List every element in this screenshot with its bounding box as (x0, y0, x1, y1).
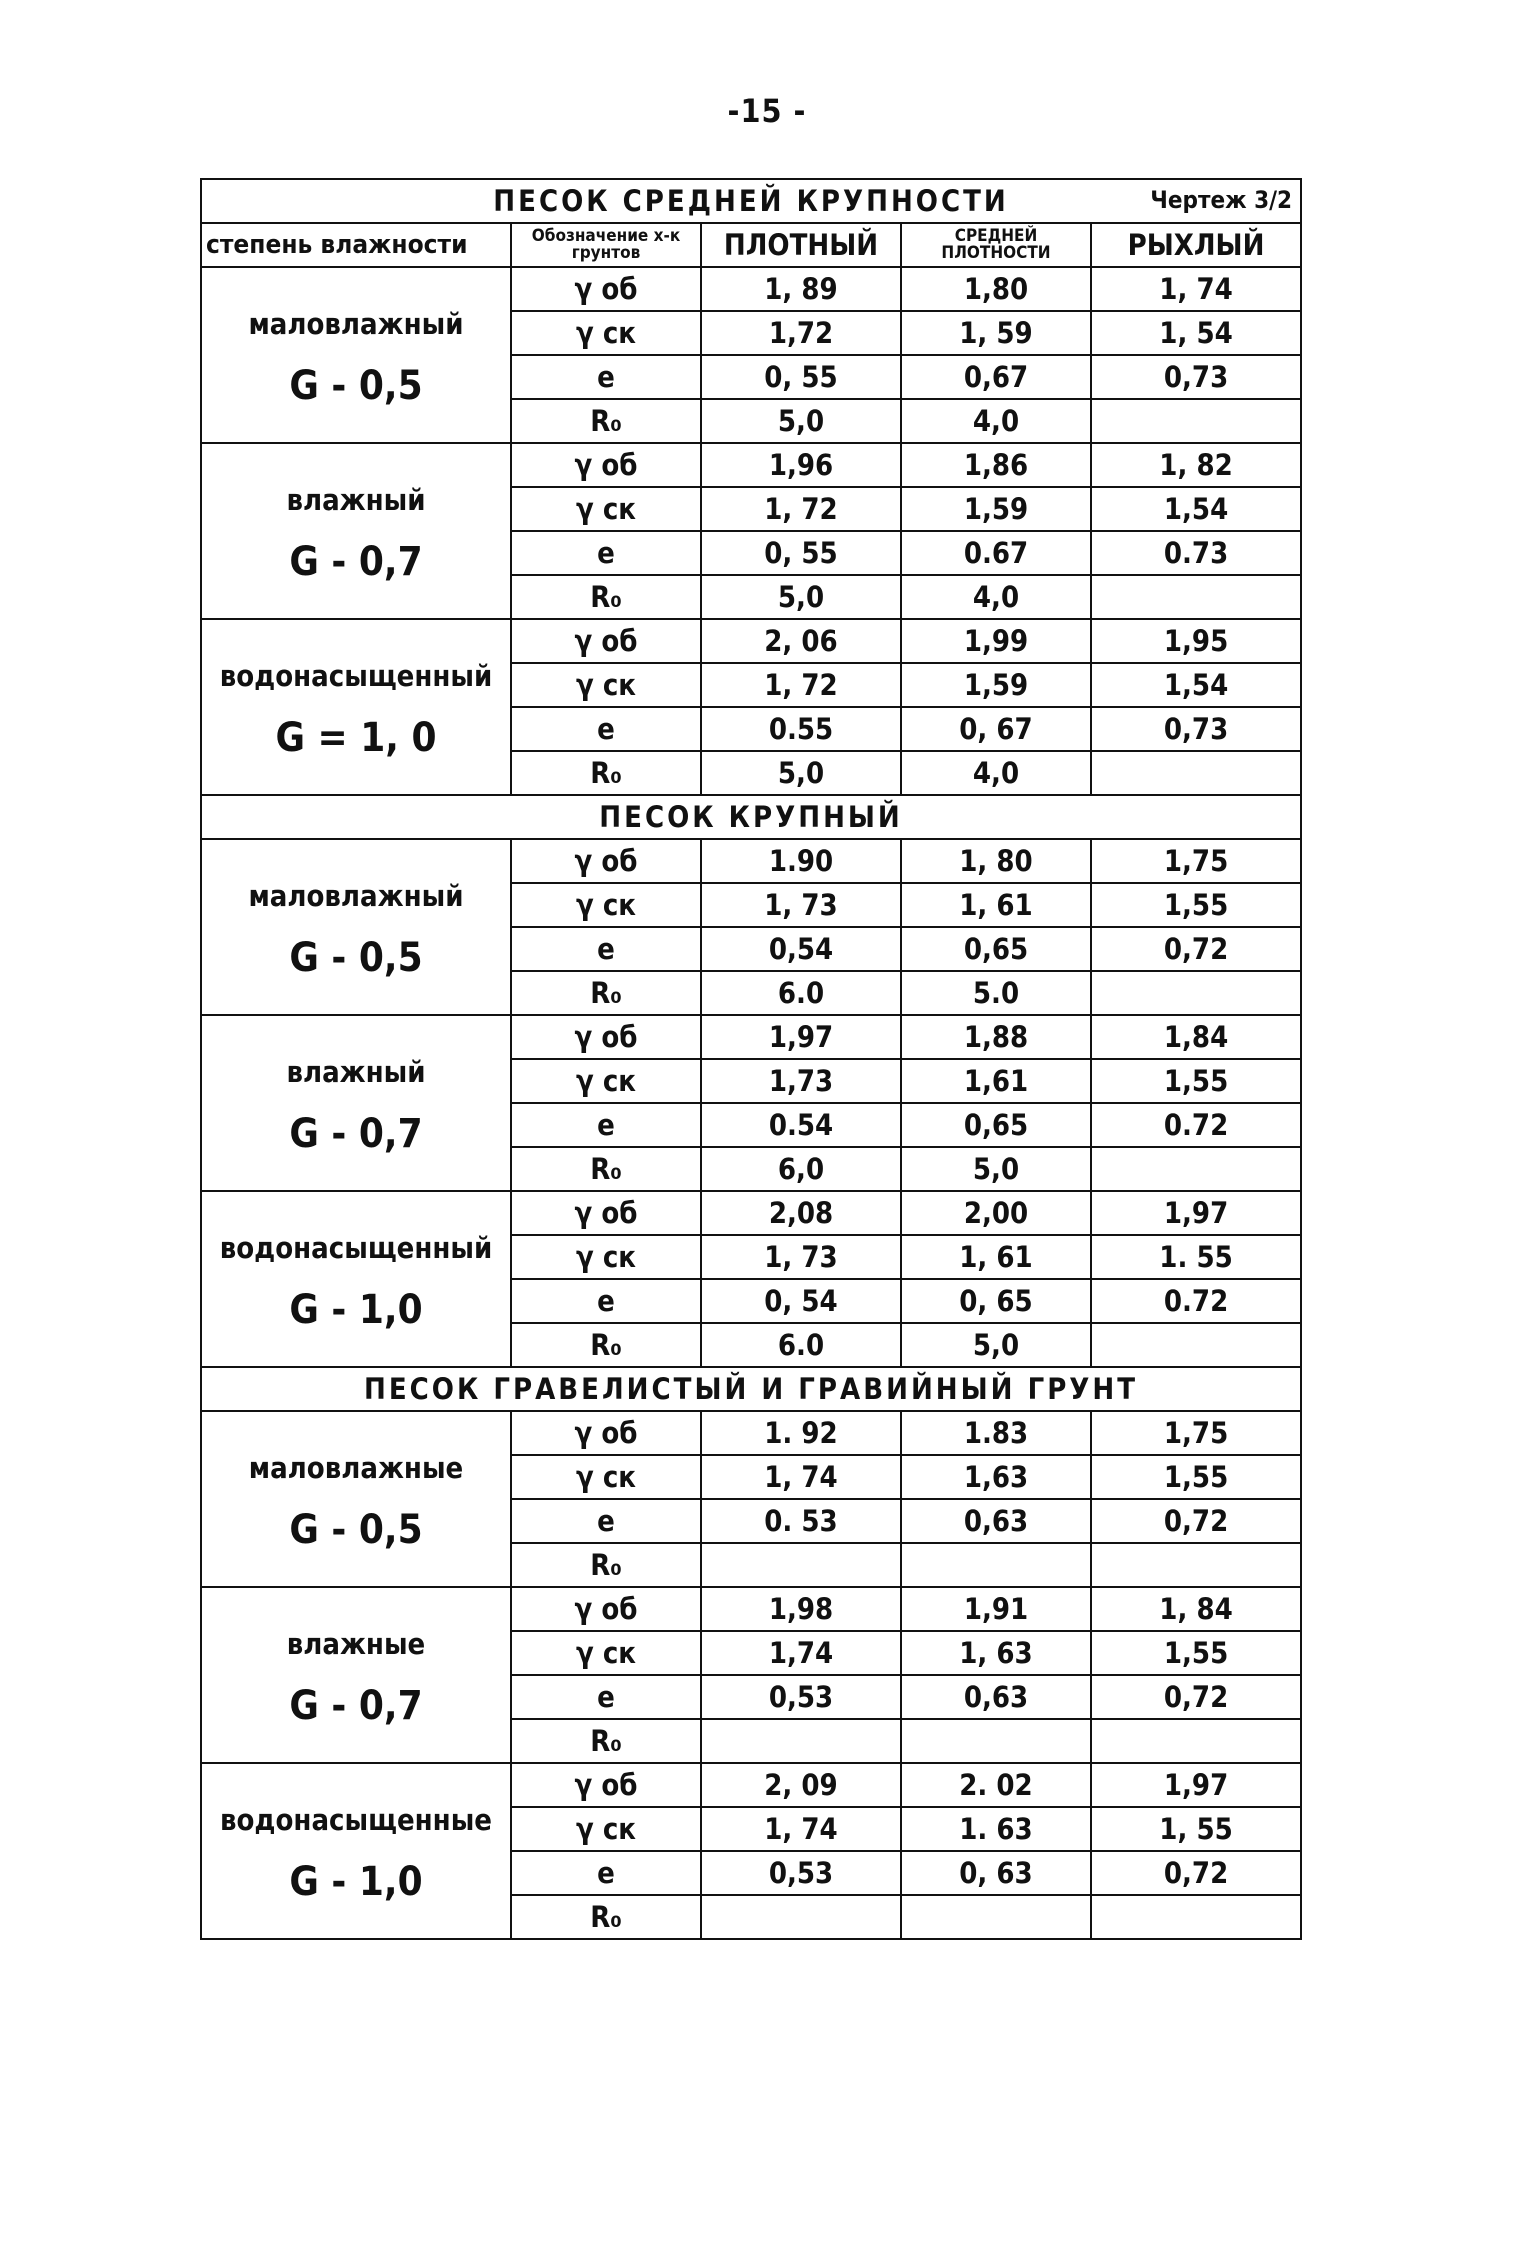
property-symbol: γ ск (511, 1807, 701, 1851)
property-symbol: γ об (511, 1191, 701, 1235)
header-moisture: степень влажности (201, 223, 511, 267)
value-dense: 0, 54 (701, 1279, 901, 1323)
property-symbol: γ ск (511, 883, 701, 927)
moisture-group (201, 1015, 511, 1191)
property-symbol: e (511, 1103, 701, 1147)
value-medium: 5,0 (901, 1323, 1091, 1367)
section-title: ПЕСОК ГРАВЕЛИСТЫЙ И ГРАВИЙНЫЙ ГРУНТ (201, 1367, 1301, 1411)
header-dense: ПЛОТНЫЙ (701, 223, 901, 267)
property-symbol: γ об (511, 267, 701, 311)
value-dense (701, 1719, 901, 1763)
value-loose: 0.72 (1091, 1103, 1301, 1147)
value-dense: 2, 09 (701, 1763, 901, 1807)
property-symbol: γ об (511, 443, 701, 487)
saturation-degree: G - 0,7 (289, 539, 423, 585)
value-dense: 1.90 (701, 839, 901, 883)
table-row (201, 1411, 1301, 1455)
value-dense: 1,98 (701, 1587, 901, 1631)
value-loose: 0,72 (1091, 927, 1301, 971)
property-symbol: R₀ (511, 751, 701, 795)
table-row (201, 1763, 1301, 1807)
value-dense: 1, 72 (701, 487, 901, 531)
value-loose: 1,54 (1091, 663, 1301, 707)
value-medium: 5,0 (901, 1147, 1091, 1191)
property-symbol: R₀ (511, 971, 701, 1015)
value-loose (1091, 1543, 1301, 1587)
value-dense: 1,73 (701, 1059, 901, 1103)
value-medium: 1, 61 (901, 1235, 1091, 1279)
saturation-degree: G - 1,0 (289, 1859, 423, 1905)
value-dense: 1, 74 (701, 1455, 901, 1499)
section-title-row (201, 795, 1301, 839)
value-loose: 0.73 (1091, 531, 1301, 575)
section-title-row (201, 179, 1301, 223)
value-medium: 0,63 (901, 1499, 1091, 1543)
value-dense: 0,53 (701, 1675, 901, 1719)
value-loose: 1,95 (1091, 619, 1301, 663)
value-dense: 0,53 (701, 1851, 901, 1895)
value-loose (1091, 399, 1301, 443)
property-symbol: e (511, 1499, 701, 1543)
property-symbol: R₀ (511, 1323, 701, 1367)
section-title (201, 179, 1301, 223)
value-loose: 1,75 (1091, 839, 1301, 883)
value-loose (1091, 1719, 1301, 1763)
value-dense: 5,0 (701, 575, 901, 619)
saturation-degree: G - 0,5 (289, 363, 423, 409)
value-medium: 0,63 (901, 1675, 1091, 1719)
moisture-group (201, 443, 511, 619)
value-medium: 5.0 (901, 971, 1091, 1015)
value-loose: 0.72 (1091, 1279, 1301, 1323)
property-symbol: e (511, 1851, 701, 1895)
property-symbol: R₀ (511, 575, 701, 619)
value-dense: 0. 53 (701, 1499, 901, 1543)
value-loose: 0,72 (1091, 1499, 1301, 1543)
saturation-degree: G = 1, 0 (275, 715, 437, 761)
value-medium: 1,91 (901, 1587, 1091, 1631)
value-medium: 1, 59 (901, 311, 1091, 355)
moisture-group (201, 267, 511, 443)
soil-properties-table (200, 178, 1302, 1940)
value-dense (701, 1895, 901, 1939)
value-dense: 6,0 (701, 1147, 901, 1191)
property-symbol: γ ск (511, 1455, 701, 1499)
value-medium: 1,63 (901, 1455, 1091, 1499)
value-medium: 0,65 (901, 1103, 1091, 1147)
value-medium: 1,61 (901, 1059, 1091, 1103)
value-dense: 1, 73 (701, 883, 901, 927)
value-medium: 4,0 (901, 575, 1091, 619)
value-loose: 1,55 (1091, 1059, 1301, 1103)
table-row (201, 267, 1301, 311)
value-dense: 0.55 (701, 707, 901, 751)
property-symbol: R₀ (511, 1543, 701, 1587)
value-loose: 1, 82 (1091, 443, 1301, 487)
value-loose: 1,97 (1091, 1191, 1301, 1235)
value-loose: 1,55 (1091, 1631, 1301, 1675)
moisture-name: маловлажные (248, 1451, 464, 1485)
value-loose: 1,84 (1091, 1015, 1301, 1059)
property-symbol: R₀ (511, 1719, 701, 1763)
header-medium: СРЕДНЕЙ ПЛОТНОСТИ (901, 223, 1091, 267)
saturation-degree: G - 0,7 (289, 1111, 423, 1157)
value-dense: 0.54 (701, 1103, 901, 1147)
value-medium: 0.67 (901, 531, 1091, 575)
value-dense: 1, 73 (701, 1235, 901, 1279)
value-medium: 2,00 (901, 1191, 1091, 1235)
value-dense: 0, 55 (701, 531, 901, 575)
moisture-name: водонасыщенные (219, 1803, 492, 1837)
value-medium: 4,0 (901, 399, 1091, 443)
table-row (201, 619, 1301, 663)
moisture-group (201, 1191, 511, 1367)
moisture-name: влажный (286, 483, 426, 517)
value-dense: 1,96 (701, 443, 901, 487)
value-loose: 0,73 (1091, 355, 1301, 399)
value-dense: 1,72 (701, 311, 901, 355)
page-number: -15 - (727, 92, 807, 130)
value-medium: 0,67 (901, 355, 1091, 399)
property-symbol: R₀ (511, 1147, 701, 1191)
value-loose: 1, 74 (1091, 267, 1301, 311)
value-medium: 1, 80 (901, 839, 1091, 883)
property-symbol: γ об (511, 839, 701, 883)
property-symbol: R₀ (511, 1895, 701, 1939)
value-medium (901, 1543, 1091, 1587)
property-symbol: e (511, 1675, 701, 1719)
moisture-name: водонасыщенный (219, 659, 493, 693)
property-symbol: γ ск (511, 311, 701, 355)
value-dense: 0, 55 (701, 355, 901, 399)
section-title-row (201, 1367, 1301, 1411)
value-medium: 1.83 (901, 1411, 1091, 1455)
table-row (201, 443, 1301, 487)
value-dense: 5,0 (701, 751, 901, 795)
value-medium: 1, 61 (901, 883, 1091, 927)
value-loose (1091, 1895, 1301, 1939)
value-loose (1091, 1147, 1301, 1191)
moisture-name: влажные (286, 1627, 426, 1661)
header-loose: РЫХЛЫЙ (1091, 223, 1301, 267)
table-row (201, 1191, 1301, 1235)
table-row (201, 839, 1301, 883)
value-dense: 6.0 (701, 1323, 901, 1367)
value-loose: 1,55 (1091, 1455, 1301, 1499)
value-dense: 1, 74 (701, 1807, 901, 1851)
property-symbol: R₀ (511, 399, 701, 443)
value-loose: 0,73 (1091, 707, 1301, 751)
value-loose: 1,97 (1091, 1763, 1301, 1807)
property-symbol: γ об (511, 1587, 701, 1631)
property-symbol: γ ск (511, 1059, 701, 1103)
value-dense: 1, 89 (701, 267, 901, 311)
value-loose: 1, 84 (1091, 1587, 1301, 1631)
value-loose: 1, 54 (1091, 311, 1301, 355)
property-symbol: γ об (511, 619, 701, 663)
value-medium: 0, 67 (901, 707, 1091, 751)
value-dense: 5,0 (701, 399, 901, 443)
value-medium: 1,59 (901, 487, 1091, 531)
value-dense: 2, 06 (701, 619, 901, 663)
value-loose: 1,75 (1091, 1411, 1301, 1455)
property-symbol: e (511, 355, 701, 399)
property-symbol: γ ск (511, 663, 701, 707)
value-loose: 1, 55 (1091, 1807, 1301, 1851)
property-symbol: γ об (511, 1411, 701, 1455)
property-symbol: γ об (511, 1763, 701, 1807)
saturation-degree: G - 0,7 (289, 1683, 423, 1729)
value-medium: 1. 63 (901, 1807, 1091, 1851)
property-symbol: γ ск (511, 1631, 701, 1675)
moisture-group (201, 1763, 511, 1939)
value-loose (1091, 1323, 1301, 1367)
value-loose (1091, 971, 1301, 1015)
header-row (201, 223, 1301, 267)
moisture-group (201, 1587, 511, 1763)
value-medium: 0, 63 (901, 1851, 1091, 1895)
property-symbol: e (511, 531, 701, 575)
value-dense: 0,54 (701, 927, 901, 971)
saturation-degree: G - 0,5 (289, 935, 423, 981)
value-medium: 4,0 (901, 751, 1091, 795)
moisture-name: водонасыщенный (219, 1231, 493, 1265)
value-dense: 1,97 (701, 1015, 901, 1059)
value-medium: 1,86 (901, 443, 1091, 487)
value-loose: 0,72 (1091, 1675, 1301, 1719)
value-loose (1091, 575, 1301, 619)
property-symbol: γ об (511, 1015, 701, 1059)
property-symbol: e (511, 927, 701, 971)
property-symbol: e (511, 1279, 701, 1323)
value-dense: 1. 92 (701, 1411, 901, 1455)
moisture-name: маловлажный (248, 879, 464, 913)
moisture-name: влажный (286, 1055, 426, 1089)
value-dense: 1, 72 (701, 663, 901, 707)
value-medium (901, 1895, 1091, 1939)
value-medium: 1,88 (901, 1015, 1091, 1059)
value-medium: 0,65 (901, 927, 1091, 971)
saturation-degree: G - 1,0 (289, 1287, 423, 1333)
value-dense: 1,74 (701, 1631, 901, 1675)
value-loose: 1,55 (1091, 883, 1301, 927)
value-medium: 1,99 (901, 619, 1091, 663)
property-symbol: e (511, 707, 701, 751)
value-medium: 1, 63 (901, 1631, 1091, 1675)
value-loose: 0,72 (1091, 1851, 1301, 1895)
value-medium: 2. 02 (901, 1763, 1091, 1807)
value-medium: 1,80 (901, 267, 1091, 311)
moisture-name: маловлажный (248, 307, 464, 341)
section-title-text: ПЕСОК СРЕДНЕЙ КРУПНОСТИ (493, 184, 1009, 218)
moisture-group (201, 839, 511, 1015)
header-designation: Обозначение х-к грунтов (511, 223, 701, 267)
table-row (201, 1587, 1301, 1631)
saturation-degree: G - 0,5 (289, 1507, 423, 1553)
value-dense (701, 1543, 901, 1587)
value-loose: 1. 55 (1091, 1235, 1301, 1279)
value-medium: 0, 65 (901, 1279, 1091, 1323)
value-medium: 1,59 (901, 663, 1091, 707)
section-title: ПЕСОК КРУПНЫЙ (201, 795, 1301, 839)
value-medium (901, 1719, 1091, 1763)
property-symbol: γ ск (511, 487, 701, 531)
value-loose (1091, 751, 1301, 795)
table-row (201, 1015, 1301, 1059)
value-loose: 1,54 (1091, 487, 1301, 531)
moisture-group (201, 1411, 511, 1587)
value-dense: 2,08 (701, 1191, 901, 1235)
sheet-label: Чертеж 3/2 (1150, 186, 1293, 214)
value-dense: 6.0 (701, 971, 901, 1015)
moisture-group (201, 619, 511, 795)
property-symbol: γ ск (511, 1235, 701, 1279)
